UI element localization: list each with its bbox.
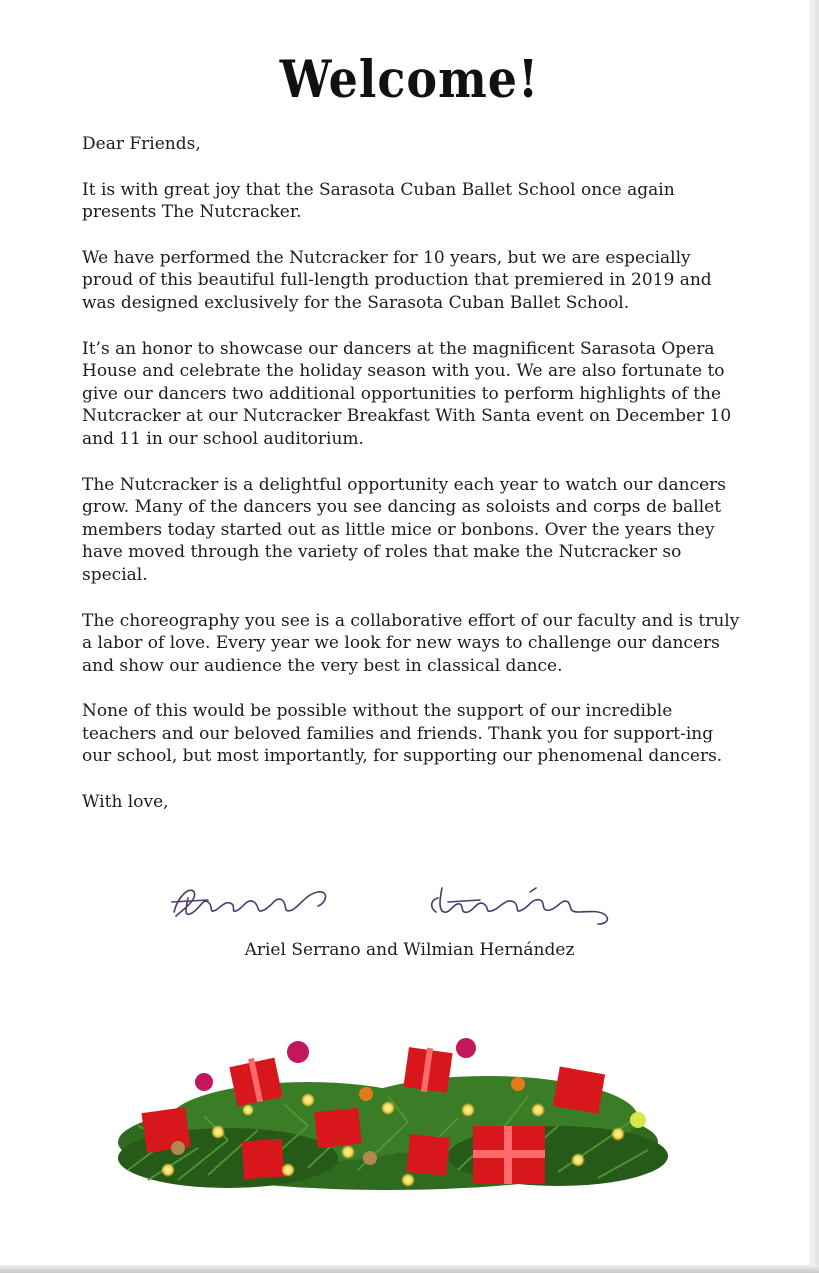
- paragraph-4: The Nutcracker is a delightful opportunity each year to watch our dancers grow. Many of the dancers you see dancing as soloists and corps de ballet members today started out as little mice or bonbons. Over the years they have moved through the variety of roles that make the Nutcracker so special.: [82, 474, 727, 585]
- letter-body: [82, 133, 742, 837]
- signature-block: [0, 872, 819, 982]
- paragraph-1: It is with great joy that the Sarasota Cuban Ballet School once again presents The Nutcracker.: [82, 179, 675, 223]
- page-title: Welcome!: [279, 48, 540, 110]
- paragraph-3: It’s an honor to showcase our dancers at the magnificent Sarasota Opera House and celebrate the holiday season with you. We are also fortunate to give our dancers two additional opportunities to perform highlights of the Nutcracker at our Nutcracker Breakfast With Santa event on December 10 and 11 in our school auditorium.: [82, 338, 732, 449]
- handwritten-signatures: [168, 872, 638, 932]
- christmas-garland-illustration: [108, 1030, 668, 1205]
- closing: With love,: [82, 792, 169, 813]
- signer-names: Ariel Serrano and Wilmian Hernández: [244, 940, 575, 960]
- page-edge-bottom: [0, 1265, 819, 1273]
- paragraph-5: The choreography you see is a collaborative effort of our faculty and is truly a labor of love. Every year we look for new ways to challenge our dancers and show our audience the very best in classical dance.: [82, 610, 740, 676]
- page-edge-right: [809, 0, 819, 1273]
- paragraph-6: None of this would be possible without the support of our incredible teachers and our beloved families and friends. Thank you for support-ing our school, but most importantly, for supporting our phenomenal dancers.: [82, 701, 723, 767]
- salutation: Dear Friends,: [82, 134, 201, 154]
- paragraph-2: We have performed the Nutcracker for 10 years, but we are especially proud of this beautiful full-length production that premiered in 2019 and was designed exclusively for the Sarasota Cuban Ballet School.: [82, 247, 712, 313]
